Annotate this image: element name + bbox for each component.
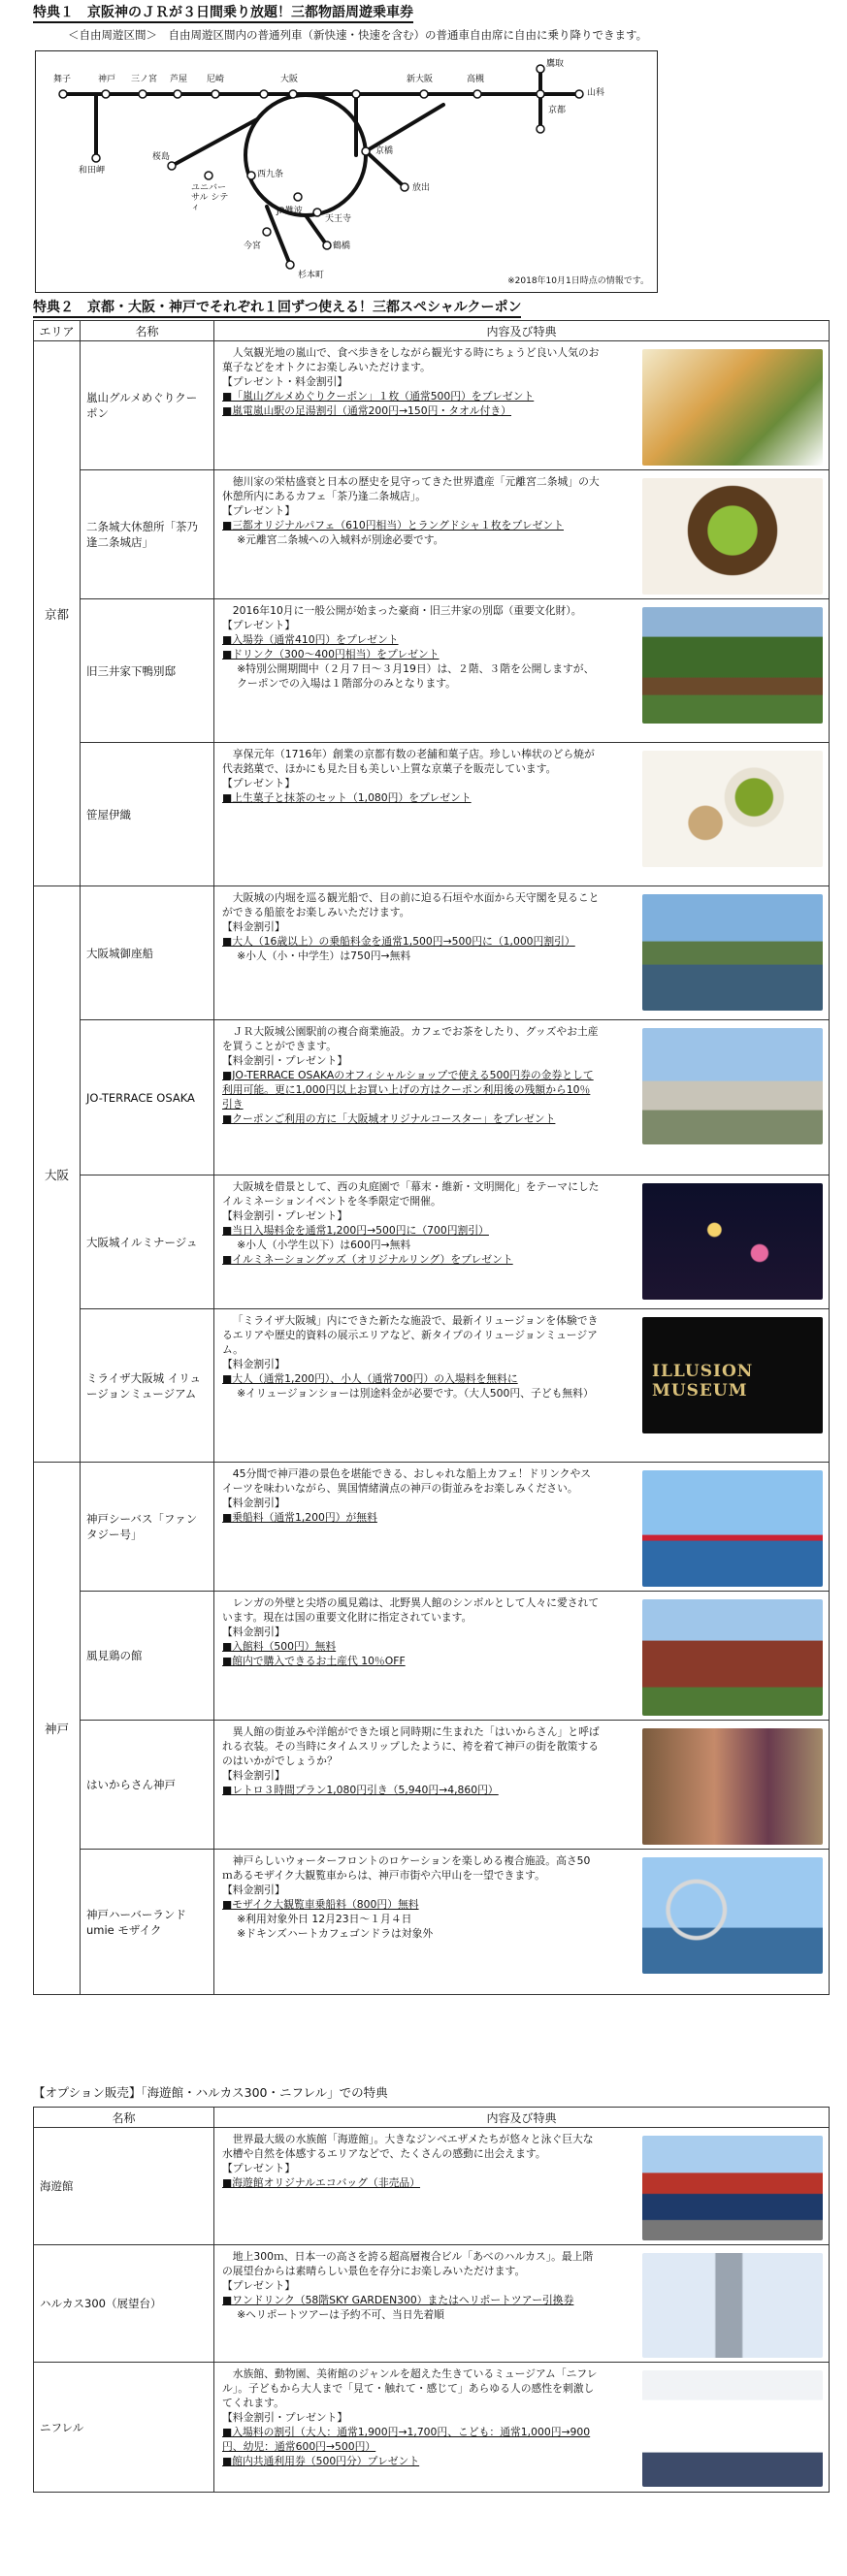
- haikarasan-image: [642, 1728, 823, 1845]
- coupon-name: 神戸ハーバーランド umie モザイク: [81, 1850, 214, 1995]
- coupon-name: 旧三井家下鴨別邸: [81, 599, 214, 743]
- station-label: 今宮: [244, 242, 262, 251]
- coupon-content: [214, 1463, 830, 1592]
- station-label: 尼崎: [207, 75, 225, 84]
- option-content: [214, 2363, 830, 2493]
- abeno-harukas-image: [642, 2253, 823, 2358]
- route-map-lines: [36, 51, 657, 292]
- coupon-name: JO-TERRACE OSAKA: [81, 1020, 214, 1175]
- station-label: 大阪: [280, 75, 299, 84]
- description-text: 2016年10月に一般公開が始まった豪商・旧三井家の別邸（重要文化財）。: [232, 604, 582, 617]
- benefit-heading: 【料金割引】: [222, 1626, 285, 1638]
- benefit-heading: 【料金割引・プレゼント】: [222, 2411, 348, 2424]
- station-label: 新大阪: [407, 75, 434, 84]
- benefit-item: ■ワンドリンク（58階SKY GARDEN300）またはヘリポートツアー引換券: [222, 2294, 574, 2306]
- coupon-content: [214, 1309, 830, 1463]
- section1-title: 特典１ 京阪神のＪＲが３日間乗り放題！三都物語周遊乗車券: [33, 4, 413, 23]
- content-text: [222, 2249, 601, 2322]
- kobe-seabus-image: [642, 1470, 823, 1587]
- header-name: 名称: [81, 321, 214, 341]
- content-text: [222, 603, 601, 691]
- description-text: ＪＲ大阪城公園駅前の複合商業施設。カフェでお茶をしたり、グッズやお土産を買うことができます。: [222, 1025, 599, 1052]
- coupon-content: [214, 1020, 830, 1175]
- option-table: [33, 2107, 830, 2493]
- arashiyama-coupon-image: [642, 349, 823, 466]
- area-osaka: 大阪: [34, 886, 81, 1463]
- coupon-content: [214, 1175, 830, 1309]
- coupon-name: 大阪城イルミナージュ: [81, 1175, 214, 1309]
- benefit-heading: 【料金割引】: [222, 920, 285, 933]
- coupon-name: 風見鶏の館: [81, 1592, 214, 1721]
- benefit-item: ■乗船料（通常1,200円）が無料: [222, 1511, 377, 1524]
- description-text: 水族館、動物園、美術館のジャンルを超えた生きているミュージアム「ニフレル」。子どもから大人まで「見て・触れて・感じて」あらゆる人の感性を刺激してくれます。: [222, 2367, 598, 2409]
- content-text: [222, 747, 601, 805]
- station-label: 和田岬: [79, 166, 106, 176]
- content-text: [222, 1313, 601, 1401]
- nifrel-image: [642, 2370, 823, 2487]
- jo-terrace-image: [642, 1028, 823, 1144]
- illuminage-image: [642, 1183, 823, 1300]
- coupon-name: 嵐山グルメめぐりクーポン: [81, 341, 214, 470]
- option-name: ハルカス300（展望台）: [34, 2245, 214, 2363]
- coupon-content: [214, 470, 830, 599]
- station-label: JR難波: [277, 207, 303, 216]
- benefit-item: ■クーポンご利用の方に「大阪城オリジナルコースター」をプレゼント: [222, 1112, 556, 1125]
- benefit-item: ■館内で購入できるお土産代 10％OFF: [222, 1655, 406, 1667]
- benefit-item: ■「嵐山グルメめぐりクーポン」１枚（通常500円）をプレゼント: [222, 390, 535, 402]
- station-label: 天王寺: [325, 214, 352, 224]
- note-text: ※小人（小・中学生）は750円→無料: [237, 950, 411, 962]
- benefit-heading: 【料金割引】: [222, 1358, 285, 1370]
- station-label: 高槻: [467, 75, 485, 84]
- area-kobe: 神戸: [34, 1463, 81, 1995]
- header-area: エリア: [34, 321, 81, 341]
- content-text: [222, 1024, 601, 1126]
- content-text: [222, 890, 601, 963]
- option-name: ニフレル: [34, 2363, 214, 2493]
- benefit-heading: 【プレゼント】: [222, 2162, 296, 2174]
- benefit-heading: 【料金割引】: [222, 1497, 285, 1509]
- content-text: [222, 474, 601, 547]
- benefit-item: ■入場券（通常410円）をプレゼント: [222, 633, 399, 646]
- content-text: [222, 2367, 601, 2468]
- benefit-heading: 【プレゼント】: [222, 504, 296, 517]
- description-text: 異人館の街並みや洋館ができた頃と同時期に生まれた「はいからさん」と呼ばれる衣装。その当時にタイムスリップしたように、袴を着て神戸の街を散策するのはいかがでしょうか？: [222, 1725, 600, 1767]
- content-text: [222, 2132, 601, 2190]
- benefit-heading: 【料金割引・プレゼント】: [222, 1054, 348, 1067]
- description-text: 大阪城を借景として、西の丸庭園で「幕末・維新・文明開化」をテーマにしたイルミネーションイベントを冬季限定で開催。: [222, 1180, 600, 1208]
- station-label: 杉本町: [298, 271, 325, 280]
- coupon-content: [214, 1850, 830, 1995]
- content-text: [222, 1466, 601, 1525]
- note-text: ※小人（小学生以下）は600円→無料: [237, 1239, 411, 1251]
- station-label: 山科: [587, 88, 605, 98]
- header-name: 名称: [34, 2108, 214, 2128]
- benefit-heading: 【プレゼント】: [222, 619, 296, 631]
- free-area-description: ＜自由周遊区間＞ 自由周遊区間内の普通列車（新快速・快速を含む）の普通車自由席に自由に乗り降りできます。: [68, 28, 648, 42]
- option-content: [214, 2245, 830, 2363]
- benefit-heading: 【料金割引】: [222, 1884, 285, 1896]
- coupon-name: はいからさん神戸: [81, 1721, 214, 1850]
- station-label: 鷹取: [546, 59, 565, 69]
- note-text: ※特別公開期間中（２月７日～３月19日）は、２階、３階を公開しますが、クーポンでの入場は１階部分のみとなります。: [237, 662, 595, 690]
- illusion-museum-logo-image: ILLUSION MUSEUM: [642, 1317, 823, 1433]
- mosaic-ferris-wheel-image: [642, 1857, 823, 1974]
- content-text: [222, 1179, 601, 1267]
- description-text: レンガの外壁と尖塔の風見鶏は、北野異人館のシンボルとして人々に愛されています。現在は国の重要文化財に指定されています。: [222, 1596, 600, 1624]
- note-text: ※イリュージョンショーは別途料金が必要です。（大人500円、子ども無料）: [237, 1387, 594, 1400]
- benefit-item: ■レトロ３時間プラン1,080円引き（5,940円→4,860円）: [222, 1784, 499, 1796]
- header-content: 内容及び特典: [214, 2108, 830, 2128]
- station-label: 三ノ宮: [131, 75, 158, 84]
- description-text: 享保元年（1716年）創業の京都有数の老舗和菓子店。珍しい棒状のどら焼が代表銘菓で、ほかにも見た目も美しい上質な京菓子を販売しています。: [222, 748, 595, 775]
- benefit-heading: 【料金割引】: [222, 1769, 285, 1782]
- station-label: 芦屋: [170, 75, 188, 84]
- benefit-item: ■海遊館オリジナルエコバッグ（非売品）: [222, 2176, 421, 2189]
- note-text: ※ドキンズハートカフェゴンドラは対象外: [237, 1927, 434, 1940]
- content-text: [222, 1853, 601, 1941]
- section2-title: 特典２ 京都・大阪・神戸でそれぞれ１回ずつ使える！三都スペシャルクーポン: [33, 299, 521, 318]
- benefit-item: ■JO-TERRACE OSAKAのオフィシャルショップで使える500円券の金券として利用可能。更に1,000円以上お買い上げの方はクーポン利用後の残額から10％引き: [222, 1069, 594, 1111]
- option-title: 【オプション販売】「海遊館・ハルカス300・ニフレル」での特典: [33, 2085, 388, 2100]
- coupon-name: 大阪城御座船: [81, 886, 214, 1020]
- description-text: 「ミライザ大阪城」内にできた新たな施設で、最新イリュージョンを体験できるエリアや歴史的資料の展示エリアなど、新タイプのイリュージョンミュージアム。: [222, 1314, 599, 1356]
- benefit-item: ■大人（通常1,200円）、小人（通常700円）の入場料を無料に: [222, 1372, 518, 1385]
- benefit-item: ■上生菓子と抹茶のセット（1,080円）をプレゼント: [222, 791, 472, 804]
- option-content: [214, 2128, 830, 2245]
- benefit-item: ■三都オリジナルパフェ（610円相当）とラングドシャ１枚をプレゼント: [222, 519, 565, 531]
- coupon-content: [214, 1592, 830, 1721]
- coupon-content: [214, 1721, 830, 1850]
- weathercock-house-image: [642, 1599, 823, 1716]
- coupon-name: 二条城大休憩所「茶乃逢二条城店」: [81, 470, 214, 599]
- mitsui-villa-image: [642, 607, 823, 724]
- description-text: 大阪城の内堀を巡る観光船で、目の前に迫る石垣や水面から天守閣を見ることができる船旅をお楽しみいただけます。: [222, 891, 600, 918]
- area-kyoto: 京都: [34, 341, 81, 886]
- matcha-parfait-image: [642, 478, 823, 595]
- coupon-name: ミライザ大阪城 イリュージョンミュージアム: [81, 1309, 214, 1463]
- note-text: ※元離宮二条城への入城料が別途必要です。: [237, 533, 444, 546]
- description-text: 世界最大級の水族館「海遊館」。大きなジンベエザメたちが悠々と泳ぐ巨大な水槽や自然を体感するエリアなどで、たくさんの感動に出会えます。: [222, 2133, 594, 2160]
- benefit-item: ■モザイク大観覧車乗船料（800円）無料: [222, 1898, 419, 1911]
- benefit-heading: 【料金割引・プレゼント】: [222, 1209, 348, 1222]
- content-text: [222, 1724, 601, 1797]
- station-label: 桜島: [152, 152, 171, 162]
- benefit-item: ■入場料の割引（大人：通常1,900円→1,700円、こども：通常1,000円→900円、幼児：通常600円→500円）: [222, 2426, 591, 2453]
- benefit-heading: 【プレゼント】: [222, 2279, 296, 2292]
- coupon-table: [33, 320, 830, 1995]
- station-label: 鶴橋: [333, 242, 351, 251]
- benefit-item: ■ドリンク（300～400円相当）をプレゼント: [222, 648, 440, 660]
- coupon-content: [214, 743, 830, 886]
- station-label: ユニバーサル シティ: [191, 183, 229, 212]
- content-text: [222, 1595, 601, 1668]
- benefit-heading: 【プレゼント・料金割引】: [222, 375, 348, 388]
- benefit-heading: 【プレゼント】: [222, 777, 296, 789]
- station-label: 放出: [412, 183, 431, 193]
- station-label: 舞子: [53, 75, 72, 84]
- benefit-item: ■嵐電嵐山駅の足湯割引（通常200円→150円・タオル付き）: [222, 404, 511, 417]
- description-text: 地上300ｍ、日本一の高さを誇る超高層複合ビル「あべのハルカス」。最上階の展望台からは素晴らしい景色を存分にお楽しみいただけます。: [222, 2250, 594, 2277]
- description-text: 人気観光地の嵐山で、食べ歩きをしながら観光する時にちょうど良い人気のお菓子などをオトクにお楽しみいただけます。: [222, 346, 600, 373]
- note-text: ※ヘリポートツアーは予約不可、当日先着順: [237, 2308, 444, 2321]
- note-text: ※利用対象外日 12月23日～１月４日: [237, 1913, 412, 1925]
- content-text: [222, 345, 601, 418]
- benefit-item: ■大人（16歳以上）の乗船料金を通常1,500円→500円に（1,000円割引）: [222, 935, 575, 948]
- coupon-content: [214, 886, 830, 1020]
- coupon-content: [214, 341, 830, 470]
- description-text: 45分間で神戸港の景色を堪能できる、おしゃれな船上カフェ！ドリンクやスイーツを味わいながら、異国情緒満点の神戸の街並みをお楽しみください。: [222, 1467, 592, 1495]
- kaiyukan-image: [642, 2136, 823, 2240]
- station-label: 京都: [548, 106, 567, 115]
- description-text: 神戸らしいウォーターフロントのロケーションを楽しめる複合施設。高さ50ｍあるモザイク大観覧車からは、神戸市街や六甲山を一望できます。: [222, 1854, 591, 1882]
- description-text: 徳川家の栄枯盛衰と日本の歴史を見守ってきた世界遺産「元離宮二条城」の大休憩所内にあるカフェ「茶乃逢二条城店」。: [222, 475, 600, 502]
- station-label: 京橋: [375, 146, 394, 156]
- option-name: 海遊館: [34, 2128, 214, 2245]
- station-label: 神戸: [98, 75, 116, 84]
- map-note: ※2018年10月1日時点の情報です。: [507, 276, 649, 286]
- coupon-name: 神戸シーバス「ファンタジー号」: [81, 1463, 214, 1592]
- benefit-item: ■当日入場料金を通常1,200円→500円に（700円割引）: [222, 1224, 489, 1237]
- benefit-item: ■イルミネーショングッズ（オリジナルリング）をプレゼント: [222, 1253, 513, 1266]
- route-map: [35, 50, 658, 293]
- coupon-name: 笹屋伊織: [81, 743, 214, 886]
- station-label: 西九条: [257, 170, 284, 179]
- benefit-item: ■館内共通利用券（500円分）プレゼント: [222, 2455, 420, 2467]
- osaka-castle-boat-image: [642, 894, 823, 1011]
- wagashi-matcha-image: [642, 751, 823, 867]
- coupon-content: [214, 599, 830, 743]
- header-content: 内容及び特典: [214, 321, 830, 341]
- benefit-item: ■入館料（500円）無料: [222, 1640, 337, 1653]
